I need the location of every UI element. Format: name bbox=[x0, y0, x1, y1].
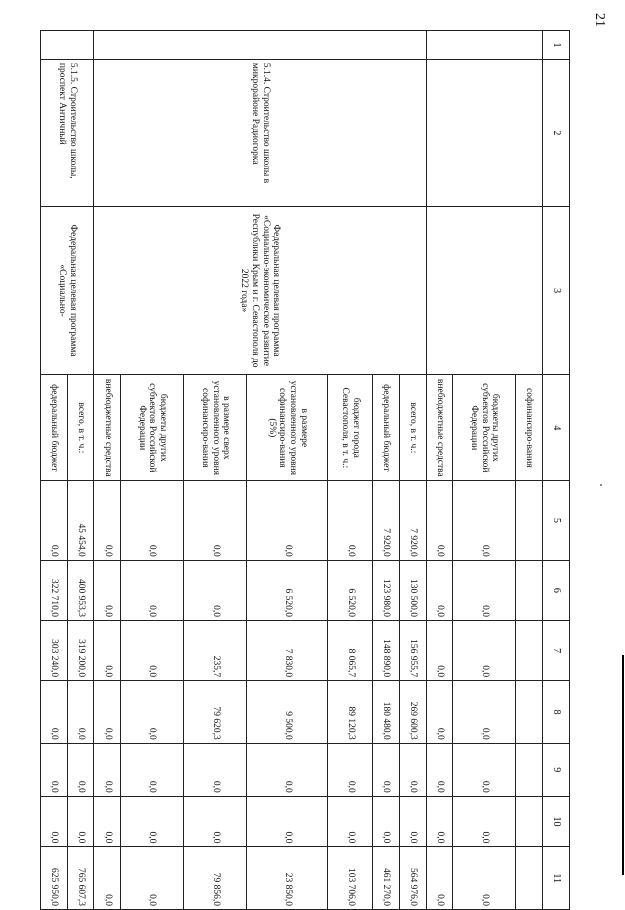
cell-value: 0,0 bbox=[94, 796, 121, 847]
cell-value: 0,0 bbox=[399, 743, 426, 796]
cell-value: 0,0 bbox=[453, 481, 516, 560]
cell-value: 79 620,3 bbox=[184, 681, 247, 744]
cell-value: 9 500,0 bbox=[247, 681, 328, 744]
cell-value: 0,0 bbox=[121, 560, 184, 620]
col-header: 7 bbox=[543, 620, 570, 680]
cell-value: 0,0 bbox=[184, 796, 247, 847]
cell-value: 23 850,0 bbox=[247, 847, 328, 910]
page-number: 21 bbox=[592, 13, 607, 27]
cell-value: 461 270,0 bbox=[373, 847, 400, 910]
cell-value: 0,0 bbox=[41, 481, 68, 560]
cell-value: 89 120,3 bbox=[328, 681, 373, 744]
cell-value: 45 454,0 bbox=[67, 481, 94, 560]
cell-value bbox=[516, 796, 543, 847]
cell-value: 0,0 bbox=[453, 743, 516, 796]
cell-program: Федеральная целевая программа «Социально-экономическое развитие Республики Крым и г. Севастополя до 2022 года» bbox=[94, 206, 426, 375]
cell-value bbox=[516, 560, 543, 620]
cell-value: 0,0 bbox=[453, 681, 516, 744]
col-header: 4 bbox=[543, 375, 570, 481]
cell-value: 0,0 bbox=[453, 847, 516, 910]
cell-value: 0,0 bbox=[94, 481, 121, 560]
cell-value: 0,0 bbox=[373, 743, 400, 796]
cell-value: 0,0 bbox=[67, 796, 94, 847]
cell-value: 0,0 bbox=[94, 847, 121, 910]
cell-value: 79 856,0 bbox=[184, 847, 247, 910]
cell-source: бюджеты других субъектов Российской Федерации bbox=[453, 375, 516, 481]
cell-value bbox=[516, 743, 543, 796]
cell-value: 0,0 bbox=[184, 743, 247, 796]
cell-value: 0,0 bbox=[247, 796, 328, 847]
table-row bbox=[67, 31, 94, 910]
cell-value: 6 520,0 bbox=[328, 560, 373, 620]
cell-value: 0,0 bbox=[373, 796, 400, 847]
cell-value: 123 980,0 bbox=[373, 560, 400, 620]
cell-value: 0,0 bbox=[94, 681, 121, 744]
cell-value: 148 890,0 bbox=[373, 620, 400, 680]
cell-value: 0,0 bbox=[426, 847, 453, 910]
cell-source: бюджет города Севастополя, в т. ч.: bbox=[328, 375, 373, 481]
cell-value: 0,0 bbox=[426, 743, 453, 796]
cell-source: бюджеты других субъектов Российской Федерации bbox=[121, 375, 184, 481]
cell-value: 0,0 bbox=[94, 620, 121, 680]
cell-value: 0,0 bbox=[453, 796, 516, 847]
cell-value: 0,0 bbox=[426, 681, 453, 744]
cell-value: 8 065,7 bbox=[328, 620, 373, 680]
cell-source: всего, в т. ч.: bbox=[399, 375, 426, 481]
cell-empty bbox=[41, 31, 94, 60]
cell-empty bbox=[426, 206, 542, 375]
cell-value: 0,0 bbox=[121, 481, 184, 560]
cell-value: 0,0 bbox=[426, 796, 453, 847]
cell-value: 7 920,0 bbox=[373, 481, 400, 560]
cell-source: федеральный бюджет bbox=[41, 375, 68, 481]
cell-empty bbox=[426, 31, 542, 60]
cell-source: всего, в т. ч.: bbox=[67, 375, 94, 481]
cell-value bbox=[516, 620, 543, 680]
cell-value: 7 830,0 bbox=[247, 620, 328, 680]
cell-source: внебюджетные средства bbox=[94, 375, 121, 481]
cell-value: 765 607,3 bbox=[67, 847, 94, 910]
cell-value: 303 240,0 bbox=[41, 620, 68, 680]
cell-value: 156 955,7 bbox=[399, 620, 426, 680]
cell-value: 0,0 bbox=[121, 681, 184, 744]
cell-value: 0,0 bbox=[328, 481, 373, 560]
cell-value: 0,0 bbox=[94, 560, 121, 620]
col-header: 1 bbox=[543, 31, 570, 60]
col-header: 3 bbox=[543, 206, 570, 375]
cell-value: 0,0 bbox=[121, 847, 184, 910]
col-header: 2 bbox=[543, 59, 570, 206]
cell-value: 0,0 bbox=[67, 681, 94, 744]
cell-source: в размере установленного уровня софинансиро-вания (5%) bbox=[247, 375, 328, 481]
cell-value: 0,0 bbox=[247, 481, 328, 560]
cell-value: 6 520,0 bbox=[247, 560, 328, 620]
rotated-table-container bbox=[40, 30, 570, 910]
cell-value: 319 200,0 bbox=[67, 620, 94, 680]
cell-item-title: 5.1.4. Строительство школы в микрорайоне Радиогорка bbox=[94, 59, 426, 206]
cell-value: 0,0 bbox=[184, 481, 247, 560]
cell-value: 0,0 bbox=[426, 560, 453, 620]
cell-source: в размере сверх установленного уровня софинансиро-вания bbox=[184, 375, 247, 481]
cell-item-title: 5.1.5. Строительство школы, проспект Античный bbox=[41, 59, 94, 206]
cell-value: 0,0 bbox=[121, 620, 184, 680]
col-header: 10 bbox=[543, 796, 570, 847]
cell-program: Федеральная целевая программа «Социально- bbox=[41, 206, 94, 375]
cell-value: 180 480,0 bbox=[373, 681, 400, 744]
cell-value bbox=[516, 481, 543, 560]
header-row bbox=[543, 31, 570, 910]
cell-value: 625 950,0 bbox=[41, 847, 68, 910]
cell-value: 235,7 bbox=[184, 620, 247, 680]
cell-value: 0,0 bbox=[453, 620, 516, 680]
cell-source: федеральный бюджет bbox=[373, 375, 400, 481]
col-header: 11 bbox=[543, 847, 570, 910]
cell-value: 0,0 bbox=[94, 743, 121, 796]
scan-speck bbox=[600, 484, 602, 486]
cell-value bbox=[516, 681, 543, 744]
cell-value: 0,0 bbox=[426, 620, 453, 680]
cell-value: 0,0 bbox=[121, 796, 184, 847]
cell-empty bbox=[94, 31, 426, 60]
budget-table bbox=[40, 30, 570, 910]
cell-value: 0,0 bbox=[247, 743, 328, 796]
cell-value: 0,0 bbox=[41, 743, 68, 796]
col-header: 8 bbox=[543, 681, 570, 744]
cell-value: 0,0 bbox=[121, 743, 184, 796]
table-row bbox=[516, 31, 543, 910]
cell-empty bbox=[426, 59, 542, 206]
cell-value: 0,0 bbox=[328, 743, 373, 796]
cell-value: 103 706,0 bbox=[328, 847, 373, 910]
cell-value: 564 976,0 bbox=[399, 847, 426, 910]
cell-value: 130 500,0 bbox=[399, 560, 426, 620]
cell-value: 400 953,3 bbox=[67, 560, 94, 620]
col-header: 6 bbox=[543, 560, 570, 620]
cell-value: 0,0 bbox=[41, 796, 68, 847]
cell-value: 269 600,3 bbox=[399, 681, 426, 744]
cell-value: 0,0 bbox=[184, 560, 247, 620]
cell-value: 0,0 bbox=[41, 681, 68, 744]
cell-source: внебюджетные средства bbox=[426, 375, 453, 481]
table-row bbox=[399, 31, 426, 910]
cell-value: 322 710,0 bbox=[41, 560, 68, 620]
cell-value: 0,0 bbox=[453, 560, 516, 620]
cell-value: 7 920,0 bbox=[399, 481, 426, 560]
cell-value bbox=[516, 847, 543, 910]
cell-source: софинансиро-вания bbox=[516, 375, 543, 481]
cell-value: 0,0 bbox=[399, 796, 426, 847]
cell-value: 0,0 bbox=[426, 481, 453, 560]
col-header: 5 bbox=[543, 481, 570, 560]
binding-mark bbox=[622, 655, 624, 875]
cell-value: 0,0 bbox=[328, 796, 373, 847]
col-header: 9 bbox=[543, 743, 570, 796]
cell-value: 0,0 bbox=[67, 743, 94, 796]
